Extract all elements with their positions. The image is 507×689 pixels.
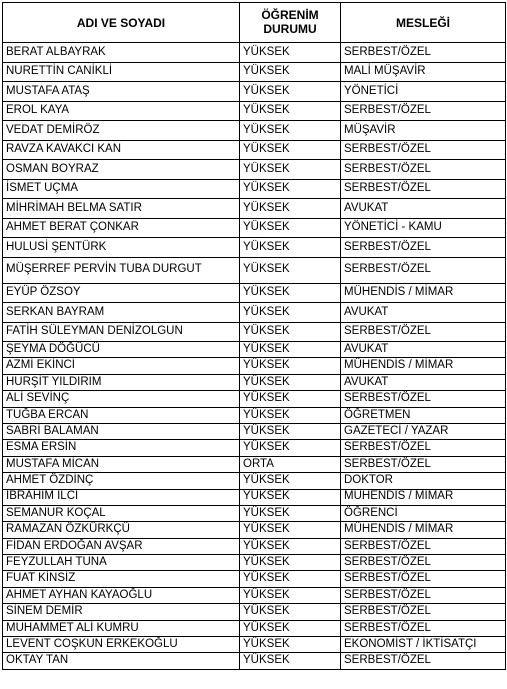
cell-education: YÜKSEK	[240, 505, 341, 521]
cell-name: TUĞBA ERCAN	[3, 407, 240, 423]
cell-name: SERKAN BAYRAM	[3, 303, 240, 323]
table-row	[3, 505, 506, 521]
cell-education: YÜKSEK	[240, 653, 341, 669]
table-row	[3, 101, 506, 121]
table-row	[3, 522, 506, 538]
header-row	[3, 3, 506, 43]
cell-profession: AVUKAT	[341, 374, 506, 390]
table-row	[3, 473, 506, 489]
cell-profession: SERBEST/ÖZEL	[341, 440, 506, 456]
table-row	[3, 342, 506, 358]
cell-name: FEYZULLAH TUNA	[3, 555, 240, 571]
header-education: ÖĞRENİM DURUMU	[240, 3, 341, 43]
cell-education: YÜKSEK	[240, 199, 341, 219]
table-row	[3, 653, 506, 669]
table-row	[3, 555, 506, 571]
cell-profession: SERBEST/ÖZEL	[341, 101, 506, 121]
table-row	[3, 538, 506, 554]
cell-profession: MÜŞAVİR	[341, 121, 506, 141]
cell-profession: AVUKAT	[341, 342, 506, 358]
cell-name: İSMET UÇMA	[3, 179, 240, 199]
cell-profession: SERBEST/ÖZEL	[341, 179, 506, 199]
cell-profession: MÜHENDİS / MİMAR	[341, 522, 506, 538]
cell-profession: YÖNETİCİ - KAMU	[341, 218, 506, 238]
cell-education: YÜKSEK	[240, 160, 341, 180]
table-row	[3, 218, 506, 238]
header-profession: MESLEĞİ	[341, 3, 506, 43]
cell-education: YÜKSEK	[240, 604, 341, 620]
cell-profession: SERBEST/ÖZEL	[341, 555, 506, 571]
cell-education: YÜKSEK	[240, 257, 341, 283]
cell-education: YÜKSEK	[240, 140, 341, 160]
table-row	[3, 238, 506, 258]
cell-profession: SERBEST/ÖZEL	[341, 571, 506, 587]
cell-education: YÜKSEK	[240, 407, 341, 423]
cell-profession: MÜHENDİS / MİMAR	[341, 489, 506, 505]
table-row	[3, 604, 506, 620]
cell-profession: SERBEST/ÖZEL	[341, 620, 506, 636]
cell-profession: AVUKAT	[341, 199, 506, 219]
table-row	[3, 391, 506, 407]
cell-education: YÜKSEK	[240, 179, 341, 199]
cell-education: YÜKSEK	[240, 374, 341, 390]
cell-name: FİDAN ERDOĞAN AVŞAR	[3, 538, 240, 554]
cell-education: YÜKSEK	[240, 322, 341, 342]
cell-profession: DOKTOR	[341, 473, 506, 489]
table-row	[3, 571, 506, 587]
cell-profession: SERBEST/ÖZEL	[341, 653, 506, 669]
table-row	[3, 423, 506, 439]
cell-name: BERAT ALBAYRAK	[3, 43, 240, 63]
cell-name: MİHRİMAH BELMA SATIR	[3, 199, 240, 219]
table-row	[3, 440, 506, 456]
cell-education: YÜKSEK	[240, 555, 341, 571]
cell-name: RAVZA KAVAKCI KAN	[3, 140, 240, 160]
cell-name: SABRİ BALAMAN	[3, 423, 240, 439]
table-row	[3, 199, 506, 219]
cell-name: ŞEYMA DÖĞÜCÜ	[3, 342, 240, 358]
table-row	[3, 257, 506, 283]
cell-profession: SERBEST/ÖZEL	[341, 257, 506, 283]
cell-education: YÜKSEK	[240, 587, 341, 603]
cell-name: EYÜP ÖZSOY	[3, 283, 240, 303]
cell-education: YÜKSEK	[240, 391, 341, 407]
cell-education: ORTA	[240, 456, 341, 472]
cell-education: YÜKSEK	[240, 342, 341, 358]
cell-education: YÜKSEK	[240, 43, 341, 63]
cell-education: YÜKSEK	[240, 101, 341, 121]
cell-name: RAMAZAN ÖZKÜRKÇÜ	[3, 522, 240, 538]
cell-name: MUHAMMET ALİ KUMRU	[3, 620, 240, 636]
table-row	[3, 358, 506, 374]
table-row	[3, 179, 506, 199]
table-row	[3, 43, 506, 63]
cell-profession: ÖĞRENCİ	[341, 505, 506, 521]
cell-profession: SERBEST/ÖZEL	[341, 604, 506, 620]
cell-profession: MALİ MÜŞAVİR	[341, 62, 506, 82]
cell-profession: SERBEST/ÖZEL	[341, 322, 506, 342]
table-row	[3, 374, 506, 390]
cell-education: YÜKSEK	[240, 62, 341, 82]
table-row	[3, 121, 506, 141]
cell-education: YÜKSEK	[240, 283, 341, 303]
cell-education: YÜKSEK	[240, 620, 341, 636]
cell-name: AHMET ÖZDİNÇ	[3, 473, 240, 489]
cell-profession: SERBEST/ÖZEL	[341, 391, 506, 407]
cell-education: YÜKSEK	[240, 637, 341, 653]
cell-education: YÜKSEK	[240, 238, 341, 258]
cell-profession: MÜHENDİS / MİMAR	[341, 283, 506, 303]
cell-education: YÜKSEK	[240, 121, 341, 141]
cell-name: AHMET BERAT ÇONKAR	[3, 218, 240, 238]
cell-name: SİNEM DEMİR	[3, 604, 240, 620]
cell-name: MUSTAFA MİCAN	[3, 456, 240, 472]
table-row	[3, 587, 506, 603]
cell-education: YÜKSEK	[240, 423, 341, 439]
table-row	[3, 489, 506, 505]
cell-name: HULUSİ ŞENTÜRK	[3, 238, 240, 258]
cell-education: YÜKSEK	[240, 538, 341, 554]
cell-education: YÜKSEK	[240, 489, 341, 505]
table-row	[3, 303, 506, 323]
cell-education: YÜKSEK	[240, 218, 341, 238]
cell-name: AHMET AYHAN KAYAOĞLU	[3, 587, 240, 603]
cell-profession: SERBEST/ÖZEL	[341, 238, 506, 258]
table-row	[3, 82, 506, 102]
cell-name: İBRAHİM İLCİ	[3, 489, 240, 505]
cell-profession: GAZETECİ / YAZAR	[341, 423, 506, 439]
cell-name: ESMA ERSİN	[3, 440, 240, 456]
header-name: ADI VE SOYADI	[3, 3, 240, 43]
cell-education: YÜKSEK	[240, 82, 341, 102]
cell-education: YÜKSEK	[240, 473, 341, 489]
cell-name: MÜŞERREF PERVİN TUBA DURGUT	[3, 257, 240, 283]
cell-name: MUSTAFA ATAŞ	[3, 82, 240, 102]
cell-name: FUAT KİNSİZ	[3, 571, 240, 587]
cell-profession: YÖNETİCİ	[341, 82, 506, 102]
table-row	[3, 140, 506, 160]
cell-name: OSMAN BOYRAZ	[3, 160, 240, 180]
cell-name: NURETTİN CANİKLİ	[3, 62, 240, 82]
table-row	[3, 322, 506, 342]
cell-profession: MÜHENDİS / MİMAR	[341, 358, 506, 374]
cell-name: VEDAT DEMİRÖZ	[3, 121, 240, 141]
cell-education: YÜKSEK	[240, 358, 341, 374]
cell-profession: EKONOMİST / İKTİSATÇI	[341, 637, 506, 653]
cell-profession: AVUKAT	[341, 303, 506, 323]
table-row	[3, 637, 506, 653]
cell-profession: SERBEST/ÖZEL	[341, 43, 506, 63]
table-row	[3, 620, 506, 636]
cell-name: AZMİ EKİNCİ	[3, 358, 240, 374]
cell-name: ALİ SEVİNÇ	[3, 391, 240, 407]
table-row	[3, 62, 506, 82]
cell-education: YÜKSEK	[240, 303, 341, 323]
cell-education: YÜKSEK	[240, 440, 341, 456]
cell-name: FATİH SÜLEYMAN DENİZOLGUN	[3, 322, 240, 342]
cell-name: LEVENT COŞKUN ERKEKOĞLU	[3, 637, 240, 653]
cell-education: YÜKSEK	[240, 522, 341, 538]
cell-profession: ÖĞRETMEN	[341, 407, 506, 423]
cell-profession: SERBEST/ÖZEL	[341, 140, 506, 160]
cell-name: SEMANUR KOÇAL	[3, 505, 240, 521]
cell-name: HURŞİT YILDIRIM	[3, 374, 240, 390]
cell-profession: SERBEST/ÖZEL	[341, 456, 506, 472]
cell-profession: SERBEST/ÖZEL	[341, 160, 506, 180]
cell-name: OKTAY TAN	[3, 653, 240, 669]
cell-name: EROL KAYA	[3, 101, 240, 121]
table-row	[3, 407, 506, 423]
candidate-table	[2, 2, 506, 670]
cell-profession: SERBEST/ÖZEL	[341, 538, 506, 554]
table-row	[3, 283, 506, 303]
cell-education: YÜKSEK	[240, 571, 341, 587]
table-body	[3, 43, 506, 670]
table-row	[3, 160, 506, 180]
table-row	[3, 456, 506, 472]
cell-profession: SERBEST/ÖZEL	[341, 587, 506, 603]
